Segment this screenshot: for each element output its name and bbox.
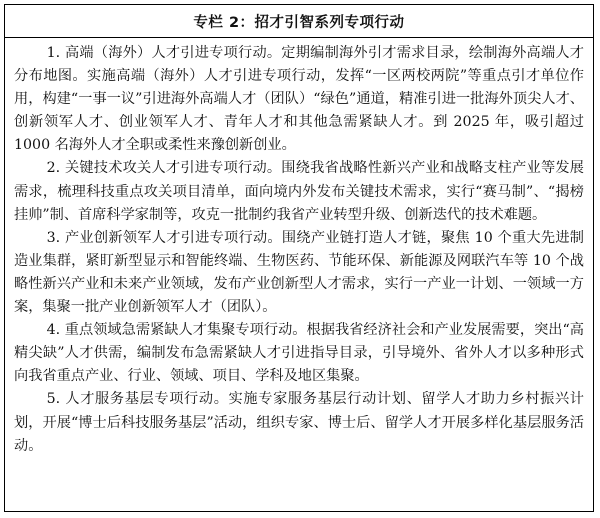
column-title: 专栏 2：招才引智系列专项行动 <box>5 5 593 38</box>
column-body <box>5 38 593 458</box>
special-column-box <box>4 4 594 512</box>
action-item-3: 3. 产业创新领军人才引进专项行动。围绕产业链打造人才链，聚焦 10 个重大先进制造业集群，紧盯新型显示和智能终端、生物医药、节能环保、新能源及网联汽车等 10 个战略性新兴产业和未来产业领域，发布产业创新型人才需求，实行一产业一计划、一领域一方案，集聚一批产业创新领军人才（团队）。 <box>14 229 584 316</box>
action-item-4: 4. 重点领域急需紧缺人才集聚专项行动。根据我省经济社会和产业发展需要，突出“高精尖缺”人才供需，编制发布急需紧缺人才引进指导目录，引导境外、省外人才以多种形式向我省重点产业、行业、领域、项目、学科及地区集聚。 <box>14 322 584 385</box>
action-item-5: 5. 人才服务基层专项行动。实施专家服务基层行动计划、留学人才助力乡村振兴计划，开展“博士后科技服务基层”活动，组织专家、博士后、留学人才开展多样化基层服务活动。 <box>14 391 584 454</box>
action-item-1: 1. 高端（海外）人才引进专项行动。定期编制海外引才需求目录，绘制海外高端人才分布地图。实施高端（海外）人才引进专项行动，发挥“一区两校两院”等重点引才单位作用，构建“一事一议”引进海外高端人才（团队）“绿色”通道，精准引进一批海外顶尖人才、创新领军人才、创业领军人才、青年人才和其他急需紧缺人才。到 2025 年，吸引超过 1000 名海外人才全职或柔性来豫创新创业。 <box>14 45 584 154</box>
action-item-2: 2. 关键技术攻关人才引进专项行动。围绕我省战略性新兴产业和战略支柱产业等发展需求，梳理科技重点攻关项目清单，面向境内外发布关键技术需求，实行“赛马制”、“揭榜挂帅”制、首席科学家制等，攻克一批制约我省产业转型升级、创新迭代的技术难题。 <box>14 160 584 223</box>
